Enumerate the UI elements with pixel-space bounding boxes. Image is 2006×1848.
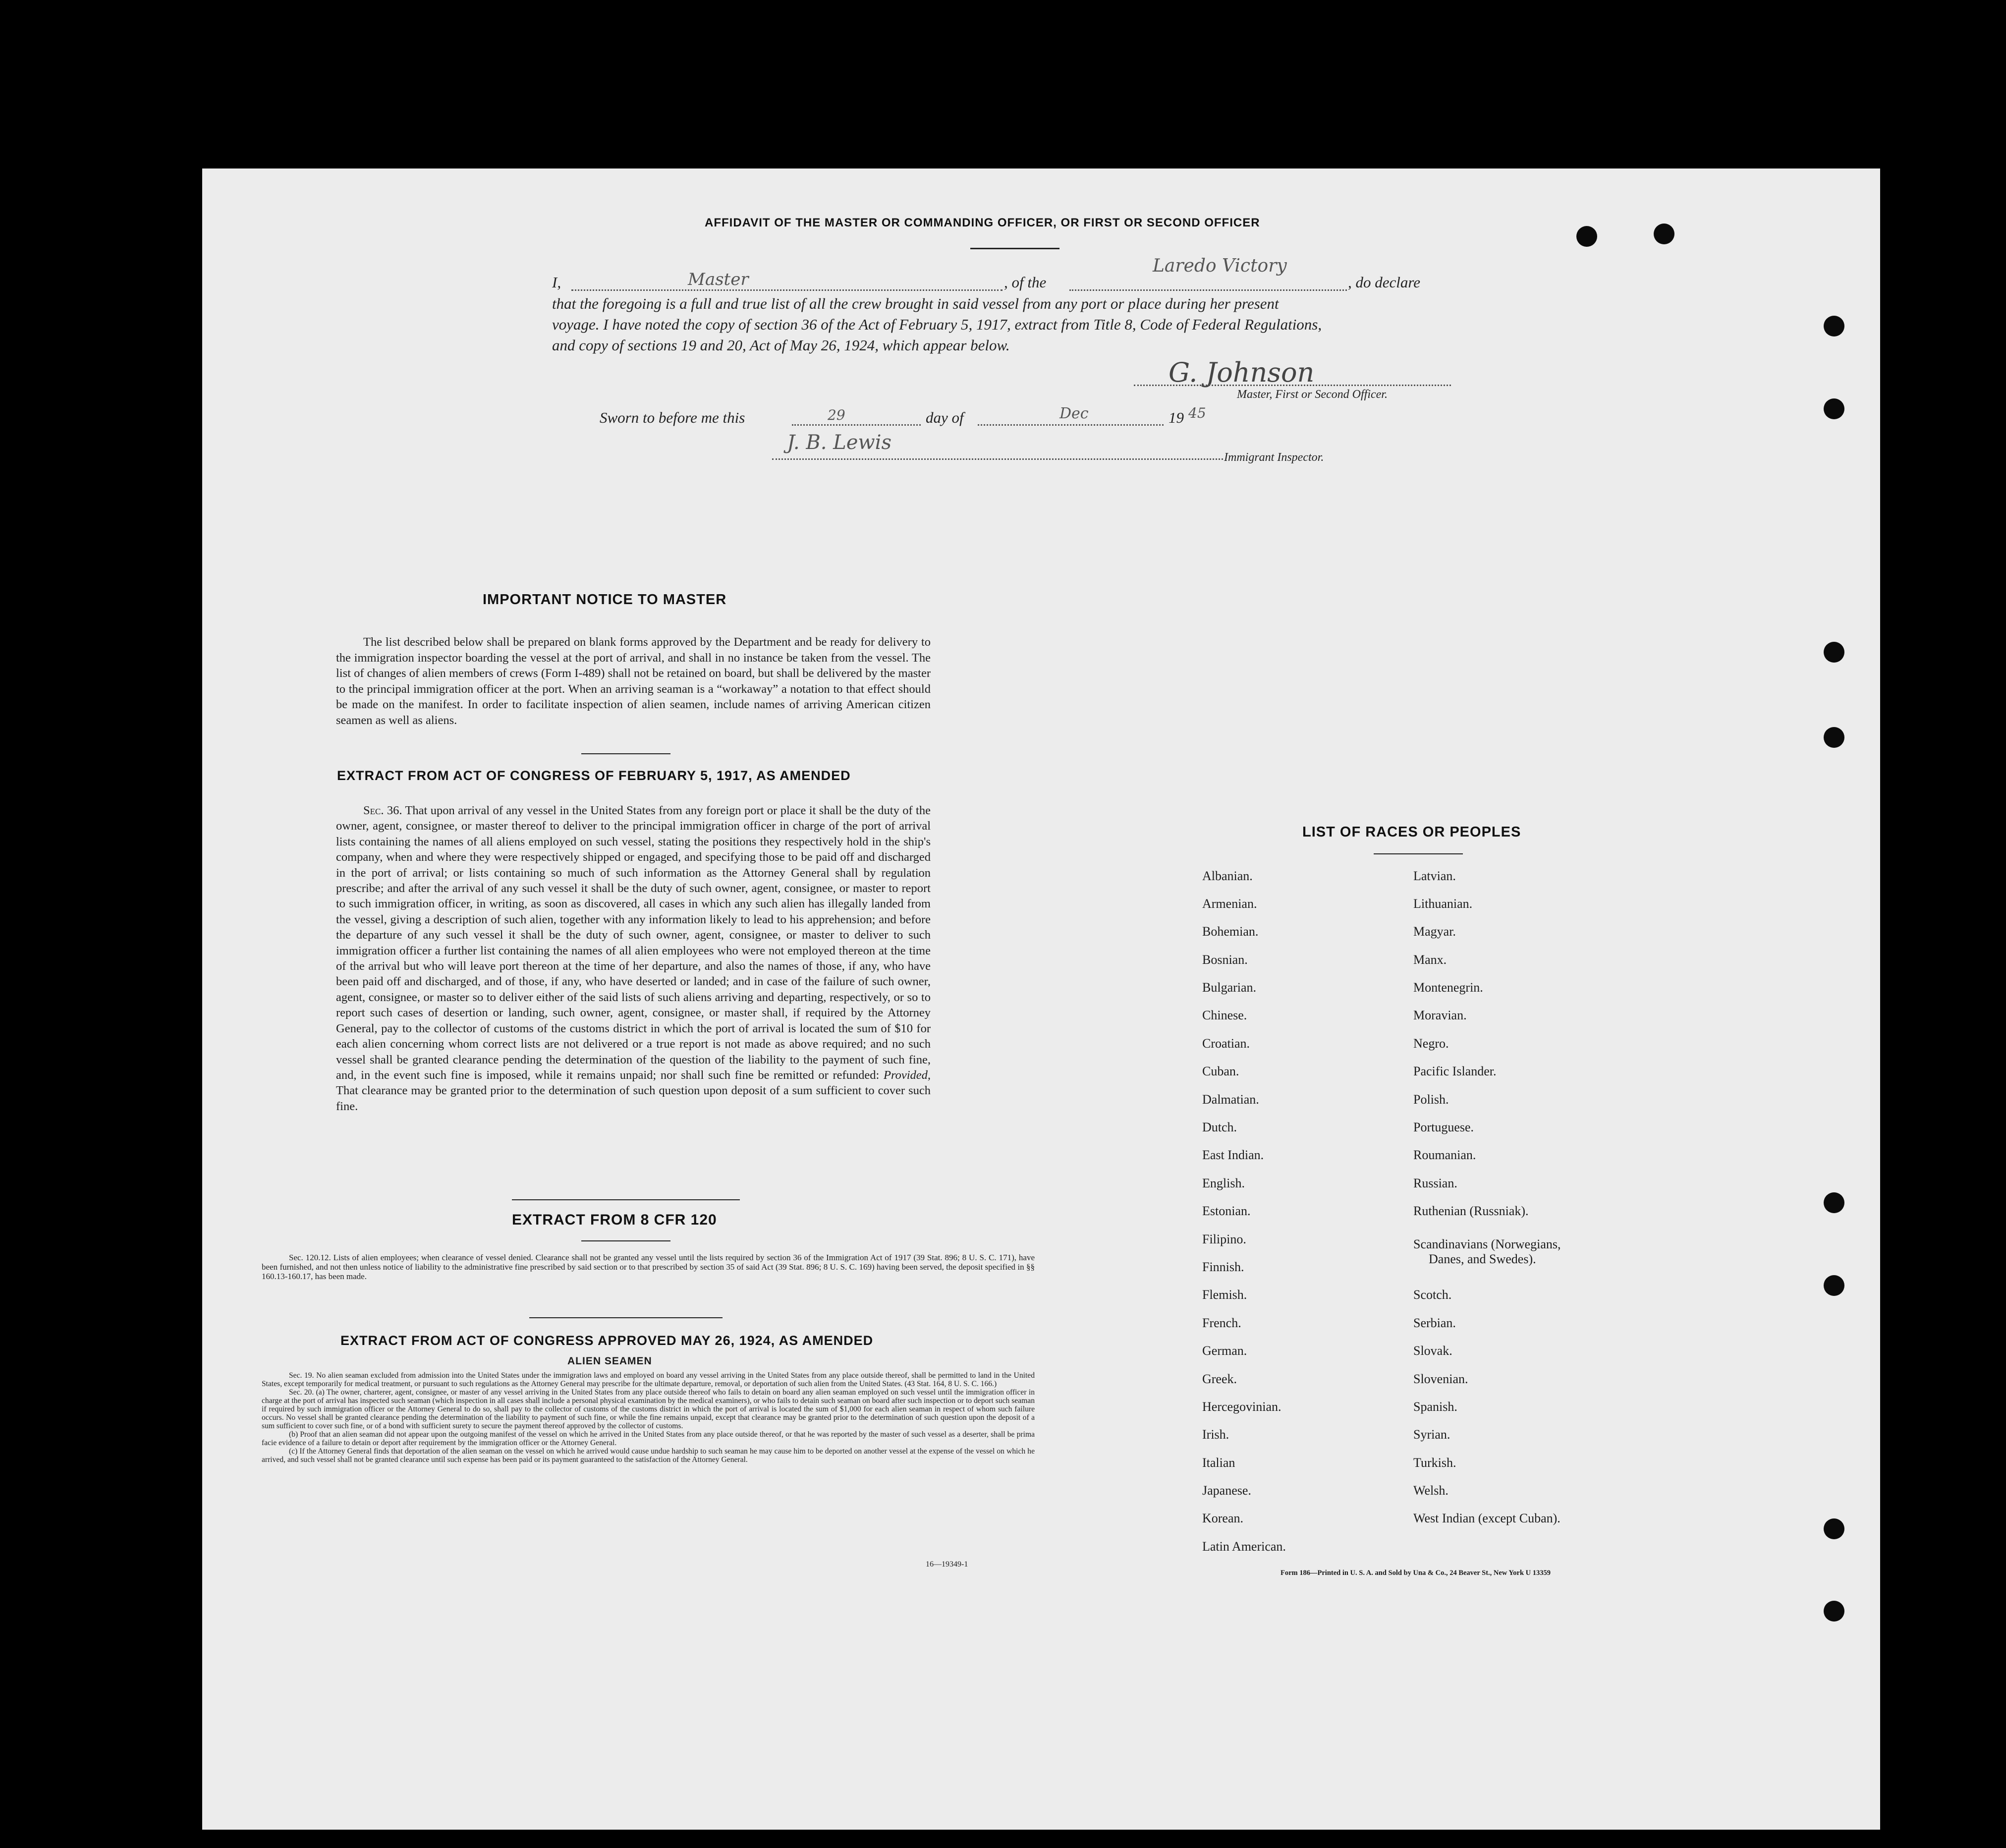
race-left-item: Korean. — [1202, 1511, 1244, 1525]
month-line — [978, 424, 1164, 426]
inspector-signature: J. B. Lewis — [787, 431, 892, 454]
race-left-item: Italian — [1202, 1456, 1235, 1470]
race-right-item: Moravian. — [1413, 1008, 1467, 1022]
race-right-item: Serbian. — [1413, 1316, 1456, 1330]
race-left-item: Albanian. — [1202, 869, 1253, 883]
section-rule — [581, 1240, 670, 1241]
races-heading: LIST OF RACES OR PEOPLES — [1302, 824, 1521, 840]
master-name-handwriting: Master — [688, 270, 749, 289]
race-right-item: Syrian. — [1413, 1427, 1450, 1442]
race-right-item: Slovenian. — [1413, 1372, 1468, 1386]
extract-1917-heading: EXTRACT FROM ACT OF CONGRESS OF FEBRUARY 5, 1917, AS AMENDED — [337, 768, 851, 783]
race-right-item: Slovak. — [1413, 1344, 1452, 1358]
race-right-item: Spanish. — [1413, 1400, 1457, 1414]
year-prefix: 19 — [1169, 409, 1184, 426]
punch-hole — [1824, 316, 1844, 336]
race-left-item: English. — [1202, 1176, 1245, 1190]
inspector-signature-line — [772, 458, 1223, 460]
punch-hole — [1654, 224, 1674, 244]
race-right-item: Montenegrin. — [1413, 980, 1483, 995]
race-left-item: Dalmatian. — [1202, 1092, 1259, 1107]
race-right-item: Scotch. — [1413, 1288, 1452, 1302]
affidavit-line-4: and copy of sections 19 and 20, Act of May 26, 1924, which appear below. — [552, 336, 1010, 354]
form-code: 16—19349-1 — [926, 1560, 968, 1568]
sec-36-text: That upon arrival of any vessel in the United States from any foreign port or place it shall be the duty of the owner, agent, consignee, or master thereof to deliver to the principal immigration officer in charge of the port of arrival lists containing the names of all aliens employed on such vessel, stating the positions they respectively hold in the ship's company, when and where they were respectively shipped or engaged, and specifying those to be paid off and discharged in the port of arrival; or lists containing so much of such information as the Attorney General shall by regulation prescribe; and after the arrival of any such vessel it shall be the duty of such owner, agent, consignee, or master to report to such immigration officer, in writing, as soon as discovered, all cases in which any such alien has illegally landed from the vessel, giving a description of such alien, together with any information likely to lead to his apprehension; and before the departure of any such vessel it shall be the duty of such owner, agent, consignee, or master to deliver to such immigration officer a further list containing the names of all alien employees who were not employed thereon at the time of the arrival but who will leave port thereon at the time of her departure, and also the names of those, if any, who have been paid off and discharged, and of those, if any, who have deserted or landed; and in case of the failure of such owner, agent, consignee, or master so to deliver either of the said lists of such aliens arriving and departing, respectively, or so to report such cases of desertion or landing, such owner, agent, consignee, or master shall, if required by the Attorney General, pay to the collector of customs of the customs district in which the port of arrival is located the sum of $10 for each alien concerning whom correct lists are not delivered or a true report is not made as above required; and no such vessel shall be granted clearance pending the determination of the question of the liability to the payment of such fine, and, in the event such fine is imposed, while it remains unpaid; nor shall such fine be remitted or refunded: — [336, 804, 931, 1082]
race-right-item: Roumanian. — [1413, 1148, 1476, 1162]
day-of-label: day of — [926, 409, 964, 426]
document-page — [202, 168, 1880, 1830]
of-the-label: , of the — [1004, 274, 1047, 291]
race-right-item: Latvian. — [1413, 869, 1456, 883]
extract-cfr-body — [262, 1253, 1035, 1281]
extract-1924-body — [262, 1371, 1035, 1464]
section-rule — [512, 1199, 740, 1200]
do-declare-label: , do declare — [1348, 274, 1421, 291]
race-left-item: Greek. — [1202, 1372, 1237, 1386]
race-right-item: Magyar. — [1413, 924, 1456, 939]
punch-hole — [1824, 727, 1844, 748]
affidavit-line-2: that the foregoing is a full and true list of all the crew brought in said vessel from any port or place during her present — [552, 295, 1279, 312]
race-right-item: Polish. — [1413, 1092, 1449, 1107]
race-left-item: French. — [1202, 1316, 1241, 1330]
sec-20b-text: (b) Proof that an alien seaman did not appear upon the outgoing manifest of the vessel on which he arrived in the United States from any place outside thereof, or that he was reported by the master of such vessel as a deserter, shall be prima facie evidence of a failure to detain or deport after requirement by the immigration officer or the Attorney General. — [262, 1430, 1035, 1447]
master-caption: Master, First or Second Officer. — [1237, 388, 1388, 401]
provided-text: That clearance may be granted prior to the determination of such question upon deposit of a sum sufficient to cover such fine. — [336, 1084, 931, 1113]
affidavit-i-label: I, — [552, 274, 561, 291]
printer-footer: Form 186—Printed in U. S. A. and Sold by Una & Co., 24 Beaver St., New York U 13359 — [1281, 1569, 1551, 1577]
punch-hole — [1576, 226, 1597, 247]
master-signature-line — [1134, 385, 1451, 386]
alien-seamen-subheading: ALIEN SEAMEN — [567, 1355, 652, 1367]
provided-label: Provided, — [883, 1068, 931, 1082]
punch-hole — [1824, 1601, 1844, 1622]
race-left-item: Filipino. — [1202, 1232, 1246, 1246]
sworn-label: Sworn to before me this — [600, 409, 745, 426]
race-left-item: Croatian. — [1202, 1036, 1250, 1051]
punch-hole — [1824, 398, 1844, 419]
sec-20c-text: (c) If the Attorney General finds that deportation of the alien seaman on the vessel on which he arrived would cause undue hardship to such seaman he may cause him to be deported on another vessel at the expense of the vessel on which he arrived, and such vessel shall not be granted clearance until such expense has been paid or its payment guaranteed to the satisfaction of the Attorney General. — [262, 1447, 1035, 1464]
sec-36-label: Sec. 36. — [363, 804, 402, 817]
year-handwriting: 45 — [1188, 405, 1206, 421]
month-handwriting: Dec — [1059, 405, 1089, 422]
extract-1924-heading: EXTRACT FROM ACT OF CONGRESS APPROVED MAY 26, 1924, AS AMENDED — [340, 1333, 874, 1348]
heading-rule — [970, 248, 1059, 249]
race-left-item: Latin American. — [1202, 1539, 1286, 1554]
punch-hole — [1824, 1275, 1844, 1296]
race-left-item: Bosnian. — [1202, 952, 1248, 967]
vessel-name-line — [1069, 289, 1347, 291]
race-right-item: Russian. — [1413, 1176, 1457, 1190]
affidavit-line-3: voyage. I have noted the copy of section 36 of the Act of February 5, 1917, extract from Title 8, Code of Federal Regulations, — [552, 316, 1322, 333]
notice-body-text: The list described below shall be prepared on blank forms approved by the Department and be ready for delivery to the immigration inspector boarding the vessel at the port of arrival, and shall in no instance be taken from the vessel. The list of changes of alien members of crews (Form I-489) shall not be retained on board, but shall be delivered by the master to the principal immigration officer at the port. When an arriving seaman is a “workaway” a notation to that effect should be made on the manifest. In order to facilitate inspection of alien seamen, include names of arriving American citizen seamen as well as aliens. — [336, 635, 931, 727]
race-left-item: Finnish. — [1202, 1260, 1244, 1274]
race-left-item: Cuban. — [1202, 1064, 1239, 1078]
race-left-item: East Indian. — [1202, 1148, 1264, 1162]
race-left-item: Dutch. — [1202, 1120, 1237, 1134]
punch-hole — [1824, 642, 1844, 663]
extract-1917-body — [336, 803, 931, 1114]
section-rule — [581, 753, 670, 754]
race-left-item: Bulgarian. — [1202, 980, 1257, 995]
master-name-line — [571, 289, 1003, 291]
races-rule — [1374, 853, 1463, 854]
race-right-item: Lithuanian. — [1413, 896, 1473, 911]
sec-120-text: Sec. 120.12. Lists of alien employees; when clearance of vessel denied. Clearance shall not be granted any vessel until the lists required by section 36 of the Immigration Act of 1917 (39 Stat. 896; 8 U. S. C. 171), have been furnished, and not then unless notice of liability to the administrative fine prescribed by said section or to that prescribed by section 35 of said Act (39 Stat. 896; 8 U. S. C. 169) having been served, the deposit specified in §§ 160.13-160.17, has been made. — [262, 1253, 1035, 1281]
race-left-item: Flemish. — [1202, 1288, 1247, 1302]
sec-19-text: Sec. 19. No alien seaman excluded from admission into the United States under the immigration laws and employed on board any vessel arriving in the United States from any place outside thereof, shall be permitted to land in the United States, except temporarily for medical treatment, or pursuant to such regulations as the Attorney General may prescribe for the ultimate departure, removal, or deportation of such alien from the United States. (43 Stat. 164, 8 U. S. C. 166.) — [262, 1371, 1035, 1388]
race-left-item: Irish. — [1202, 1427, 1229, 1442]
notice-body — [336, 634, 931, 728]
vessel-name-handwriting: Laredo Victory — [1153, 256, 1287, 276]
race-right-item: Danes, and Swedes). — [1429, 1252, 1536, 1266]
race-right-item: Turkish. — [1413, 1456, 1456, 1470]
race-left-item: Hercegovinian. — [1202, 1400, 1282, 1414]
punch-hole — [1824, 1518, 1844, 1539]
race-right-item: Pacific Islander. — [1413, 1064, 1497, 1078]
extract-cfr-heading: EXTRACT FROM 8 CFR 120 — [512, 1212, 717, 1228]
race-left-item: Estonian. — [1202, 1204, 1251, 1218]
race-right-item: Ruthenian (Russniak). — [1413, 1204, 1529, 1218]
race-left-item: Chinese. — [1202, 1008, 1247, 1022]
race-right-item: Portuguese. — [1413, 1120, 1474, 1134]
race-left-item: German. — [1202, 1344, 1247, 1358]
race-right-item: West Indian (except Cuban). — [1413, 1511, 1560, 1525]
race-right-item: Welsh. — [1413, 1483, 1449, 1498]
race-left-item: Japanese. — [1202, 1483, 1251, 1498]
race-right-item: Manx. — [1413, 952, 1447, 967]
race-right-item: Negro. — [1413, 1036, 1449, 1051]
affidavit-heading: AFFIDAVIT OF THE MASTER OR COMMANDING OFFICER, OR FIRST OR SECOND OFFICER — [705, 216, 1260, 229]
sec-20a-text: Sec. 20. (a) The owner, charterer, agent, consignee, or master of any vessel arriving in the United States from any place outside thereof who fails to detain on board any alien seaman employed on such vessel until the immigration officer in charge at the port of arrival has inspected such seaman (which inspection in all cases shall include a personal physical examination by the medical examiners), or who fails to detain such seaman on board after such inspection or to deport such seaman if required by such immigration officer or the Attorney General to do so, shall pay to the collector of customs of the customs district in which the port of arrival is located the sum of $1,000 for each alien seaman in respect of whom such failure occurs. No vessel shall be granted clearance pending the determination of the liability to payment of such fine, or while the fine remains unpaid, except that clearance may be granted prior to the determination of such question upon the deposit of a sum sufficient to cover such fine, or of a bond with sufficient surety to secure the payment thereof approved by the collector of customs. — [262, 1388, 1035, 1430]
race-left-item: Armenian. — [1202, 896, 1257, 911]
day-line — [792, 424, 921, 426]
race-left-item: Bohemian. — [1202, 924, 1259, 939]
race-right-item: Scandinavians (Norwegians, — [1413, 1237, 1561, 1251]
punch-hole — [1824, 1192, 1844, 1213]
section-rule — [529, 1317, 723, 1318]
master-signature: G. Johnson — [1169, 357, 1315, 388]
inspector-caption: Immigrant Inspector. — [1224, 451, 1324, 464]
day-handwriting: 29 — [828, 407, 845, 423]
notice-heading: IMPORTANT NOTICE TO MASTER — [483, 592, 727, 608]
